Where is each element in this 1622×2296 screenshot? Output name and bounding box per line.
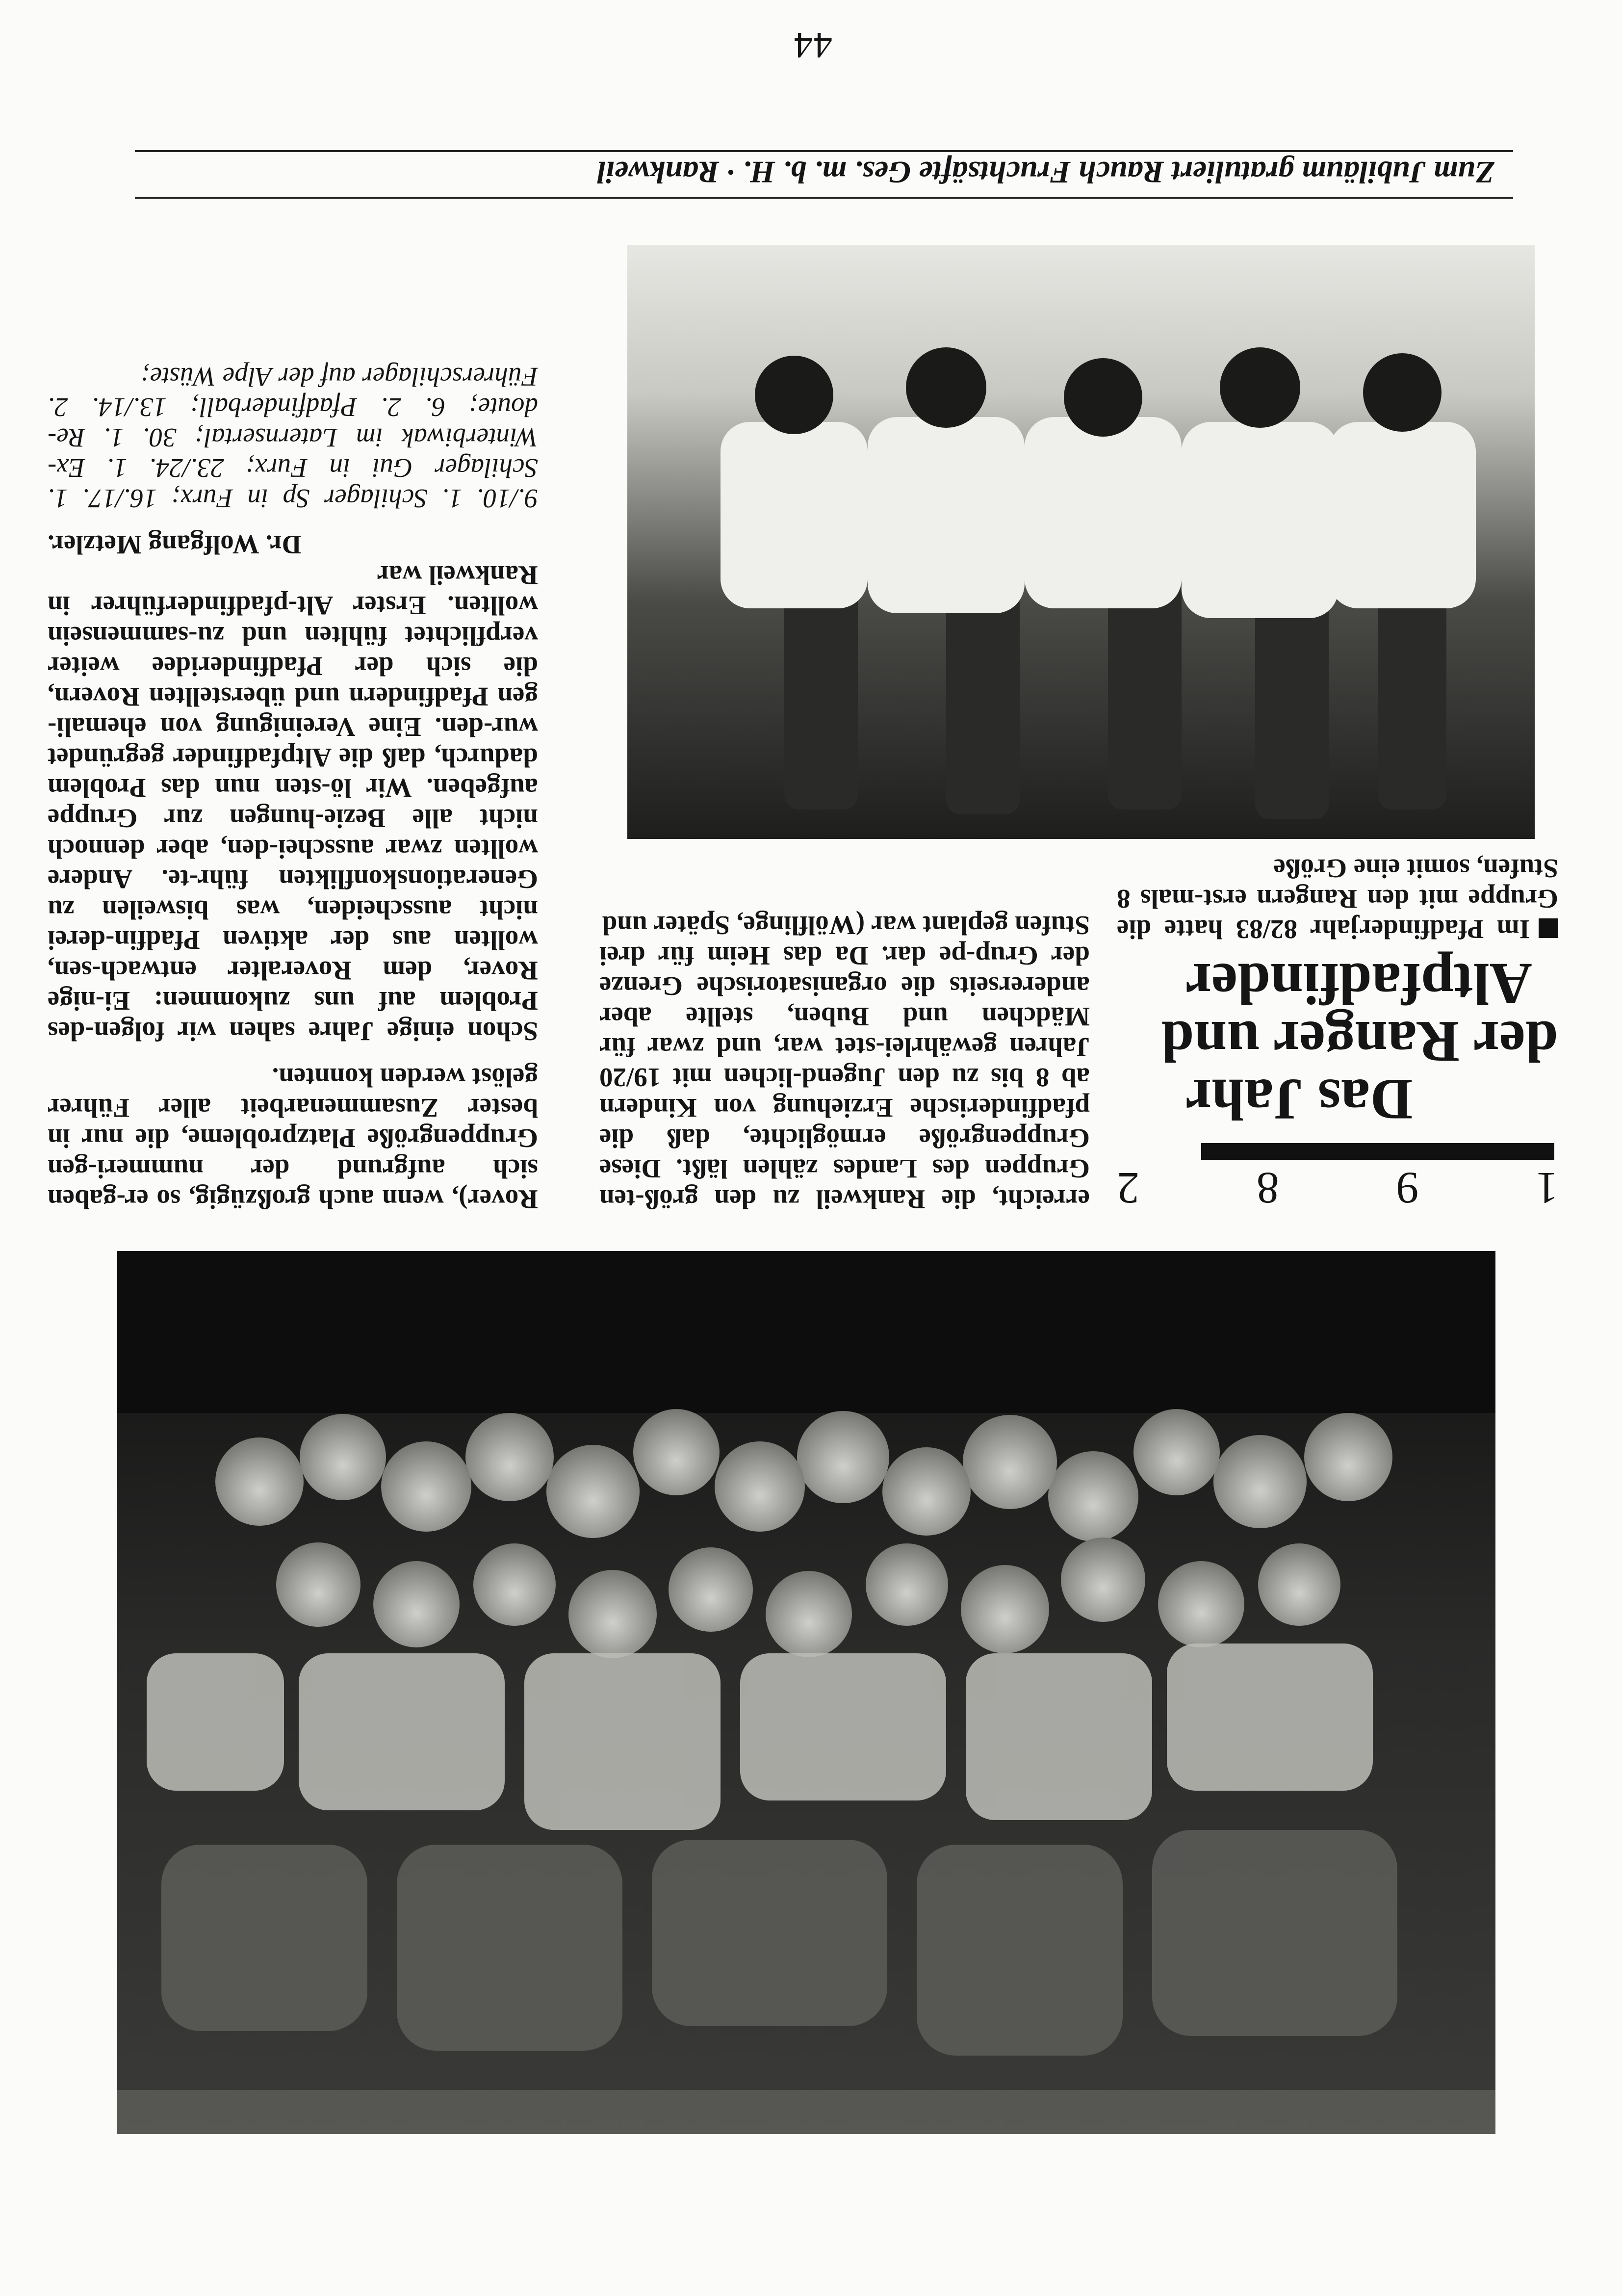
rover-photo-image bbox=[627, 245, 1535, 839]
year-digits bbox=[1117, 1165, 1558, 1214]
title-line: Das Jahr bbox=[1185, 1067, 1413, 1132]
author-line: Dr. Wolfgang Metzler. bbox=[48, 530, 302, 560]
intro-paragraph bbox=[1117, 853, 1558, 944]
sponsor-line bbox=[141, 154, 1494, 190]
title-bar bbox=[1201, 1143, 1554, 1160]
bullet-square-icon bbox=[1539, 918, 1558, 938]
year-digit: 1 bbox=[1536, 1163, 1558, 1213]
year-digit: 2 bbox=[1117, 1163, 1140, 1213]
paragraph-altpfadfinder: Schon einige Jahre sahen wir folgen-des Problem auf uns zukommen: Ei-nige Rover, dem Roveralter entwach-sen, wollten aus der aktiven Pfadfin-derei nicht ausscheiden, was bisweilen zu Generationskonflikten führ-te. Andere wollten zwar ausschei-den, aber dennoch nicht alle Bezie-hungen zur Gruppe aufgeben. Wir lö-sten nun das Problem dadurch, daß die Altpfadfinder gegründet wur-den. Eine Vereinigung von ehemali-gen Pfadfindern und überstellten Rovern, die sich der Pfadfinderidee weiter verpflichtet fühlten und zu-sammensein wollten. Erster Alt-pfadfinderführer in Rankweil war bbox=[48, 560, 538, 1046]
column-right bbox=[48, 362, 538, 1214]
year-digit: 8 bbox=[1256, 1163, 1279, 1213]
year-digit: 9 bbox=[1396, 1163, 1419, 1213]
group-photo-image bbox=[117, 1251, 1495, 2134]
column-middle: erreicht, die Rankweil zu den größ-ten Gruppen des Landes zählen läßt. Diese Gruppengröße ermöglichte, daß die pfadfinderische Erziehung von Kindern ab 8 bis zu den Jugend-lichen mit 19/20 Jahren gewährlei-stet war, und zwar für Mädchen und Buben, stellte aber andererseits die organisatorische Grenze der Grup-pe dar. Da das Heim für drei Stufen geplant war (Wölflinge, Später und bbox=[599, 911, 1090, 1214]
header-rule-top bbox=[135, 150, 1513, 152]
title-line: Altpfadfinder bbox=[1185, 951, 1532, 1017]
group-photo-large bbox=[117, 1251, 1495, 2134]
sponsor-separator: · bbox=[727, 155, 735, 190]
rover-photo-small bbox=[627, 245, 1535, 839]
dates-list: 9./10. 1. Schilager Sp in Furx; 16./17. 1. Schilager Gui in Furx; 23./24. 1. Ex-Winterbiwak im Laternsertal; 30. 1. Re-doute; 6. 2. Pfadfinderball; 13./14. 2. Führerschilager auf der Alpe Wüste; bbox=[48, 362, 538, 514]
header-rule-bottom bbox=[135, 197, 1513, 199]
article-title bbox=[1161, 951, 1558, 1132]
title-line: der Ranger und bbox=[1161, 1009, 1558, 1074]
sponsor-city: Rankweil bbox=[597, 155, 720, 190]
paragraph-rover: Rover), wenn auch großzügig, so er-gaben sich aufgrund der nummeri-gen Gruppengröße Platzprobleme, die nur in bester Zusammenarbeit aller Führer gelöst werden konnten. bbox=[48, 1063, 538, 1214]
sponsor-prefix: Zum Jubiläum gratuliert bbox=[1172, 155, 1494, 190]
page-number: 44 bbox=[793, 25, 832, 66]
sponsor-name: Rauch Fruchtsäfte Ges. m. b. H. bbox=[743, 155, 1164, 190]
intro-text: Im Pfadfinderjahr 82/83 hatte die Gruppe mit den Rangern erst-mals 8 Stufen, somit eine Größe bbox=[1117, 854, 1558, 944]
